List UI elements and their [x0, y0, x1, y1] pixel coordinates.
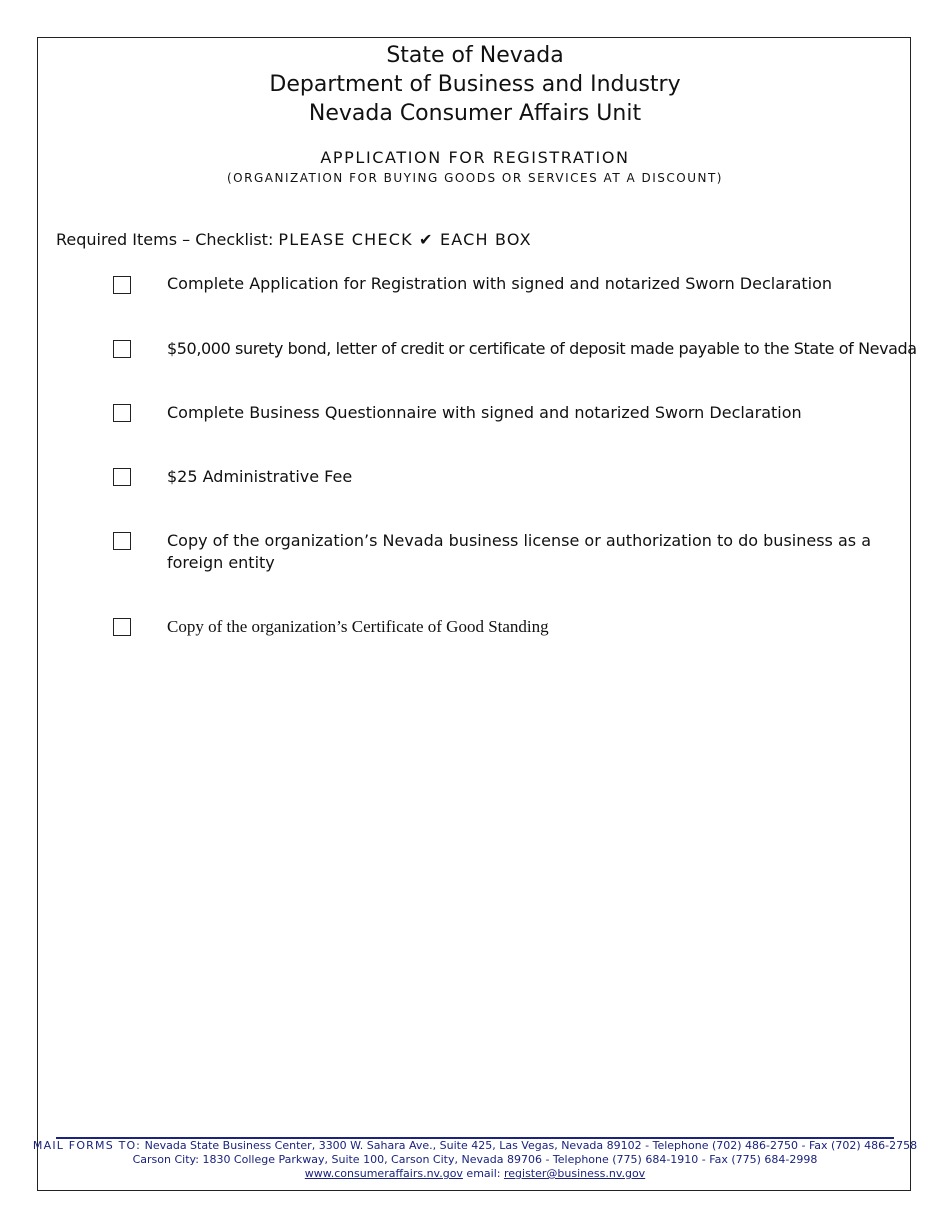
footer-line-web: [0, 1167, 950, 1181]
checklist-item-label: $25 Administrative Fee: [167, 467, 353, 486]
checkbox[interactable]: [113, 618, 131, 636]
application-subtitle: (ORGANIZATION FOR BUYING GOODS OR SERVICES AT A DISCOUNT): [227, 171, 723, 185]
checklist-item-label: Copy of the organization’s Nevada business license or authorization to do business as a foreign entity: [167, 531, 871, 572]
header-state: State of Nevada: [386, 43, 564, 68]
website-link[interactable]: www.consumeraffairs.nv.gov: [304, 1167, 463, 1180]
checklist-item-label: $50,000 surety bond, letter of credit or certificate of deposit made payable to the State of Nevada: [167, 339, 917, 358]
checklist-item-label: Complete Business Questionnaire with signed and notarized Sworn Declaration: [167, 403, 802, 422]
checkbox[interactable]: [113, 404, 131, 422]
checkbox[interactable]: [113, 276, 131, 294]
footer-line-carson-city: Carson City: 1830 College Parkway, Suite 100, Carson City, Nevada 89706 - Telephone (775) 684-1910 - Fax (775) 684-2998: [132, 1153, 818, 1166]
checkbox[interactable]: [113, 340, 131, 358]
page-frame: [37, 37, 911, 1191]
mail-forms-label: MAIL FORMS TO:: [32, 1139, 142, 1152]
footer-contact: [0, 1139, 950, 1181]
checkbox[interactable]: [113, 468, 131, 486]
footer-line-las-vegas: [0, 1139, 950, 1153]
header-department: Department of Business and Industry: [269, 72, 681, 97]
checklist-item-label: Copy of the organization’s Certificate of Good Standing: [167, 617, 549, 636]
email-link[interactable]: register@business.nv.gov: [503, 1167, 646, 1180]
las-vegas-address: Nevada State Business Center, 3300 W. Sahara Ave., Suite 425, Las Vegas, Nevada 89102 - Telephone (702) 486-2750 - Fax (702) 486-2758: [141, 1139, 918, 1152]
header-unit: Nevada Consumer Affairs Unit: [308, 101, 642, 126]
checklist-heading-prefix: Required Items – Checklist:: [56, 230, 279, 249]
checklist-item-label: Complete Application for Registration with signed and notarized Sworn Declaration: [167, 274, 833, 293]
checkbox[interactable]: [113, 532, 131, 550]
email-label: email:: [462, 1167, 504, 1180]
application-title: APPLICATION FOR REGISTRATION: [320, 148, 630, 167]
checklist-heading: [56, 229, 532, 251]
checklist-heading-instruction: PLEASE CHECK ✔ EACH BOX: [278, 230, 532, 249]
agency-header: [0, 41, 950, 128]
